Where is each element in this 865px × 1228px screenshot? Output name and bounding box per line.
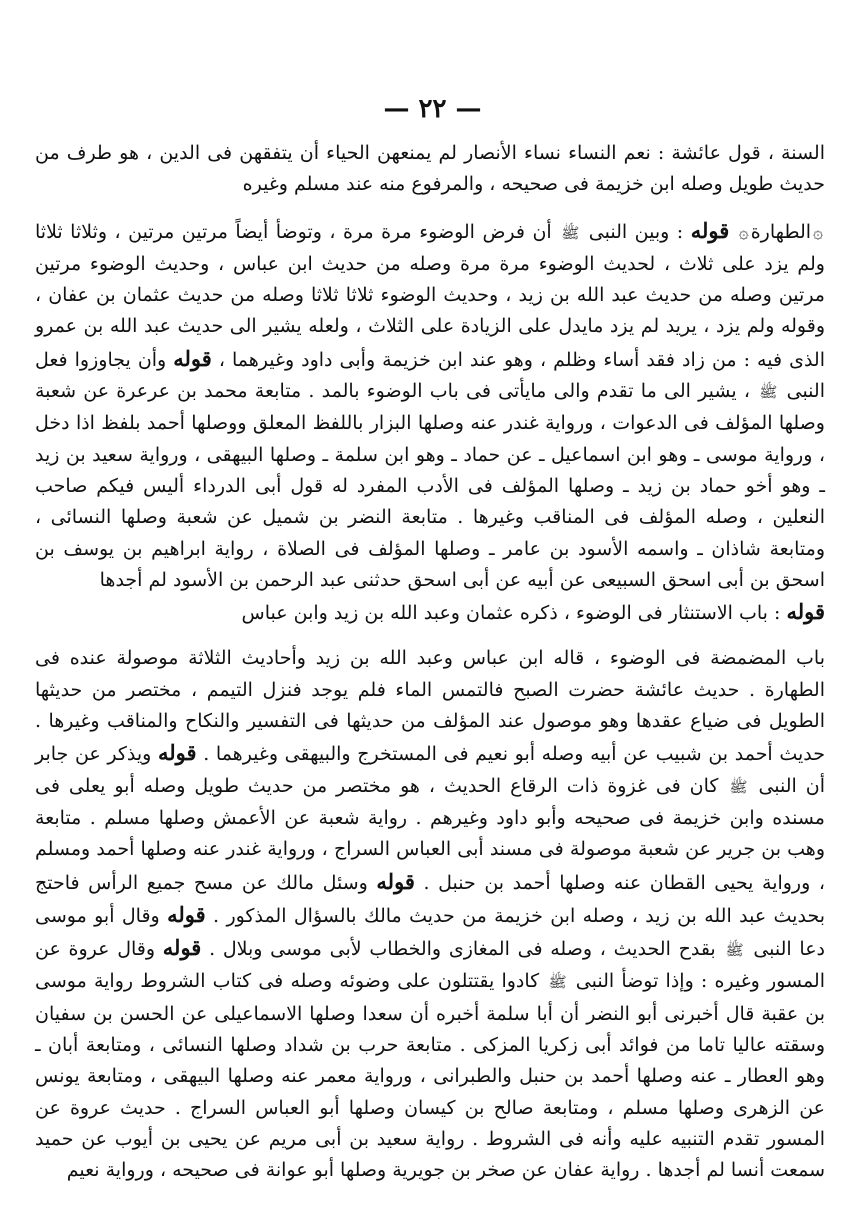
- paragraph-gap: [35, 201, 825, 215]
- keyword: قوله: [786, 599, 825, 625]
- text-run: وأن يجاوزوا فعل النبى: [35, 348, 825, 403]
- text-run: ، يشير الى ما تقدم والى مايأتى فى باب الوضوء بالمد . متابعة محمد بن عرعرة عن شعبة وصلها المؤلف فى الدعوات ، ورواية غندر عنه وصلها البزار باللفظ المعلق ووصلها أحمد بلفظ اذا دخل ، ورواية موسى ـ وهو ابن اسماعيل ـ عن حماد ـ وهو ابن سلمة ـ وصلها البيهقى ، ورواية سعيد بن زيد ـ وهو أخو حماد بن زيد ـ وصلها المؤلف فى الأدب المفرد له قول أبى الدرداء أليس فيكم صاحب النعلين ، وصله المؤلف فى المناقب وغيرها . متابعة النضر بن شميل عن شعبة وصلها النسائى ، ومتابعة شاذان ـ واسمه الأسود بن عامر ـ وصلها المؤلف فى الصلاة ، رواية ابراهيم بن يوسف بن اسحق بن أبى اسحق السبيعى عن أبيه عن أبى اسحق حدثنى عبد الرحمن بن الأسود لم أجدها: [35, 380, 825, 591]
- ornament-icon: ۞: [738, 222, 749, 243]
- keyword: قوله: [162, 935, 202, 961]
- text-run: كان فى غزوة ذات الرقاع الحديث ، هو مختصر من حديث طويل وصله أبو يعلى فى مسنده وابن خزيمة فى صحيحه وأبو داود وغيرهم . رواية شعبة عن الأعمش وصلها مسلم . متابعة وهب بن جرير عن شعبة موصولة فى مسند أبى العباس السراج ، ورواية غندر عنه وصلها أحمد ومسلم ، ورواية يحيى القطان عنه وصلها أحمد بن حنبل .: [35, 774, 825, 894]
- document-body: [35, 138, 825, 1187]
- text-run: كادوا يقتتلون على وضوئه وصله فى كتاب الشروط رواية موسى بن عقبة قال أخبرنى أبو النضر أن أبا سلمة أخبره أن سعدا وصلها الاسماعيلى عن الحسن بن سفيان وسقته عاليا تاما من فوائد أبى زكريا المزكى . متابعة حرب بن شداد وصلها النسائى ، ومتابعة أبان ـ وهو العطار ـ عنه وصلها أحمد بن حنبل والطبرانى ، ورواية معمر عنه وصلها البيهقى ، ومتابعة يونس عن الزهرى وصلها مسلم ، ومتابعة صالح بن كيسان وصلها أبو العباس السراج . حديث عروة عن المسور تقدم التنبيه عليه وأنه فى الشروط . رواية سعيد بن أبى مريم عن يحيى بن أيوب عن حميد سمعت أنسا لم أجدها . رواية عفان عن صخر بن جويرية وصلها أبو عوانة فى صحيحه ، ورواية نعيم: [35, 970, 825, 1182]
- text-run: الطهارة: [750, 220, 812, 243]
- text-run: باب المضمضة فى الوضوء ، قاله ابن عباس وعبد الله بن زيد وأحاديث الثلاثة موصولة عنده فى الطهارة . حديث عائشة حضرت الصبح فالتمس الماء فلم يوجد فنزل التيمم ، مختصر من حديثها الطويل فى ضياع عقدها وهو موصول عند المؤلف من حديثها فى التفسير والنكاح والمناقب وغيرها . حديث أحمد بن شبيب عن أبيه وصله أبو نعيم فى المستخرج والبيهقى وغيرهما .: [35, 647, 826, 766]
- paragraph-3: [35, 596, 825, 629]
- paragraph-4: [35, 643, 825, 1186]
- keyword: قوله: [173, 345, 212, 371]
- salla-icon: ﷺ: [561, 223, 580, 242]
- paragraph-2: [35, 215, 825, 597]
- keyword: قوله: [158, 740, 197, 766]
- page-number: — ٢٢ —: [383, 94, 482, 124]
- text-run: : باب الاستنثار فى الوضوء ، ذكره عثمان وعبد الله بن زيد وابن عباس: [241, 602, 781, 625]
- text-run: بقدح الحديث ، وصله فى المغازى والخطاب لأبى موسى وبلال .: [209, 938, 716, 961]
- text-run: : وبين النبى: [588, 220, 684, 243]
- salla-icon: ﷺ: [759, 383, 778, 402]
- keyword: قوله: [690, 217, 730, 243]
- text-run: وقال أبو موسى دعا النبى: [35, 904, 826, 961]
- text-run: وسئل مالك عن مسح جميع الرأس فاحتج بحديث عبد الله بن زيد ، وصله ابن خزيمة من حديث مالك بالسؤال المذكور .: [35, 871, 825, 927]
- salla-icon: ﷺ: [729, 777, 748, 796]
- keyword: قوله: [376, 868, 415, 894]
- keyword: قوله: [167, 901, 206, 927]
- ornament-icon: ۞: [813, 222, 823, 243]
- paragraph-1: السنة ، قول عائشة : نعم النساء نساء الأنصار لم يمنعهن الحياء أن يتفقهن فى الدين ، هو طرف من حديث طويل وصله ابن خزيمة فى صحيحه ، والمرفوع منه عند مسلم وغيره: [35, 142, 825, 196]
- text-run: وقال عروة عن المسور وغيره : وإذا توضأ النبى: [35, 938, 825, 993]
- salla-icon: ﷺ: [725, 941, 744, 960]
- text-run: أن فرض الوضوء مرة مرة ، وتوضأ أيضاً مرتين مرتين ، وثلاثا ثلاثا ولم يزد على ثلاث ، لحديث الوضوء مرة مرة وصله من حديث ابن عباس ، وحديث الوضوء مرتين مرتين وصله من حديث عبد الله بن زيد ، وحديث الوضوء ثلاثا ثلاثا وصله من حديث عثمان بن عفان ، وقوله ولم يزد ، يريد لم يزد مايدل على الزيادة على الثلاث ، ولعله يشير الى حديث عبد الله بن عمرو الذى فيه : من زاد فقد أساء وظلم ، وهو عند ابن خزيمة وأبى داود وغيرهما ،: [35, 220, 825, 371]
- text-run: ويذكر عن جابر أن النبى: [35, 743, 825, 797]
- salla-icon: ﷺ: [548, 973, 567, 992]
- paragraph-gap: [35, 629, 825, 643]
